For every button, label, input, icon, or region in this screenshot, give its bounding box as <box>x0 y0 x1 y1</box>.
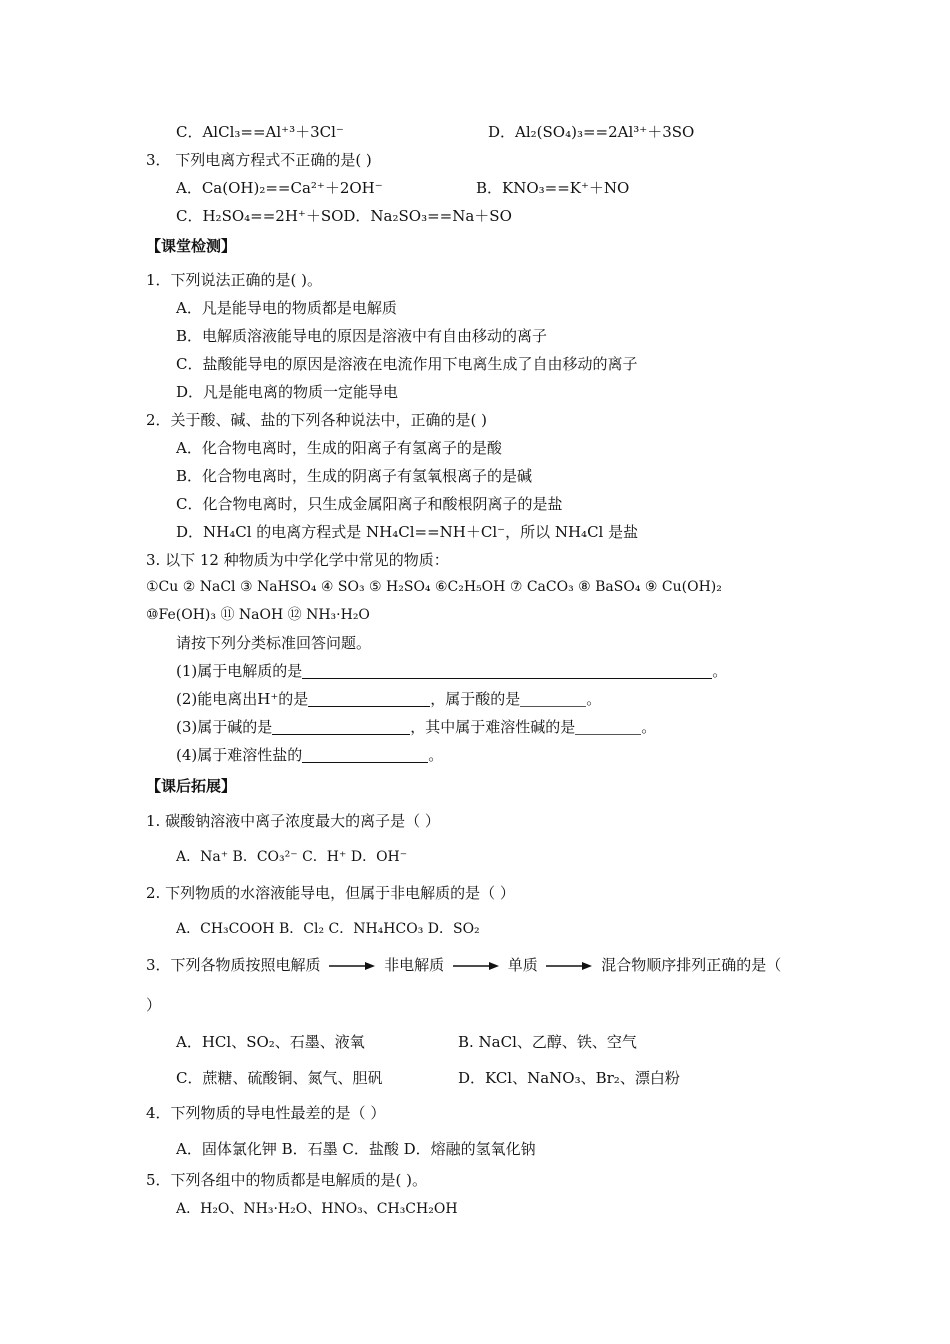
section-title-classroom: 【课堂检测】 <box>146 237 237 255</box>
s1-q3-part2-end: 。 <box>586 690 602 708</box>
s2-q3-option-c: C．蔗糖、硫酸铜、氮气、胆矾 <box>176 1069 383 1087</box>
s1-q2-option-b: B．化合物电离时，生成的阴离子有氢氧根离子的是碱 <box>176 467 533 485</box>
s1-q3-part4-label: (4)属于难溶性盐的 <box>176 746 303 764</box>
answer-blank-insoluble-bases[interactable] <box>575 719 641 735</box>
s2-q3-stem-b: 非电解质 <box>384 956 445 974</box>
arrow-icon <box>329 961 375 971</box>
s1-q1-stem: 1．下列说法正确的是( )。 <box>146 271 323 289</box>
s2-q1-options: A．Na⁺ B．CO₃²⁻ C．H⁺ D．OH⁻ <box>176 849 408 865</box>
s2-q4-stem: 4．下列物质的导电性最差的是（ ） <box>146 1104 386 1122</box>
s2-q5-stem: 5．下列各组中的物质都是电解质的是( )。 <box>146 1171 428 1189</box>
s1-q3-part3-label-b: ，其中属于难溶性碱的是 <box>410 718 576 736</box>
s1-q1-option-a: A．凡是能导电的物质都是电解质 <box>176 299 397 317</box>
s1-q1-option-d: D．凡是能电离的物质一定能导电 <box>176 383 399 401</box>
s1-q2-option-c: C．化合物电离时，只生成金属阳离子和酸根阴离子的是盐 <box>176 495 563 513</box>
s2-q2-options: A．CH₃COOH B．Cl₂ C．NH₄HCO₃ D．SO₂ <box>176 921 480 937</box>
answer-blank-bases[interactable] <box>272 719 410 735</box>
s2-q2-stem: 2. 下列物质的水溶液能导电，但属于非电解质的是（ ） <box>146 884 515 902</box>
s1-q3-part2-label-a: (2)能电离出H⁺的是 <box>176 690 309 708</box>
s1-q2-option-d: D．NH₄Cl 的电离方程式是 NH₄Cl==NH＋Cl⁻，所以 NH₄Cl 是盐 <box>176 523 639 541</box>
section-title-after-class: 【课后拓展】 <box>146 777 237 795</box>
s1-q3-instruction: 请按下列分类标准回答问题。 <box>176 634 372 652</box>
prev-q2-option-d: D．Al₂(SO₄)₃==2Al³⁺＋3SO <box>488 123 695 141</box>
s1-q3-part3-label-a: (3)属于碱的是 <box>176 718 273 736</box>
s2-q3-stem-end: ） <box>146 996 162 1014</box>
prev-q3-option-b: B．KNO₃==K⁺＋NO <box>476 179 630 197</box>
prev-q2-option-c: C．AlCl₃==Al⁺³＋3Cl⁻ <box>176 123 344 141</box>
arrow-icon <box>453 961 499 971</box>
s1-q3-substance-list-1: ①Cu ② NaCl ③ NaHSO₄ ④ SO₃ ⑤ H₂SO₄ ⑥C₂H₅OH ⑦ CaCO₃ ⑧ BaSO₄ ⑨ Cu(OH)₂ <box>146 579 722 595</box>
s1-q3-part3-end: 。 <box>641 718 657 736</box>
s2-q3-option-b: B. NaCl、乙醇、铁、空气 <box>458 1033 637 1051</box>
s1-q3-part1-end: 。 <box>712 662 728 680</box>
s2-q3-stem-a: 3．下列各物质按照电解质 <box>146 956 321 974</box>
s1-q3-part4-end: 。 <box>428 746 444 764</box>
s2-q3-option-a: A．HCl、SO₂、石墨、液氧 <box>176 1033 365 1051</box>
s2-q3-stem <box>146 955 781 975</box>
s1-q3-part4 <box>176 745 443 765</box>
s1-q3-part2 <box>176 689 601 709</box>
answer-blank-h-ion[interactable] <box>308 691 430 707</box>
prev-q3-stem: 3． 下列电离方程式不正确的是( ) <box>146 151 372 169</box>
s1-q3-stem: 3. 以下 12 种物质为中学化学中常见的物质： <box>146 551 449 569</box>
s1-q3-part3 <box>176 717 656 737</box>
s2-q3-stem-c: 单质 <box>507 956 538 974</box>
s2-q4-options: A．固体氯化钾 B．石墨 C．盐酸 D．熔融的氢氧化钠 <box>176 1140 536 1158</box>
s1-q2-option-a: A．化合物电离时，生成的阳离子有氢离子的是酸 <box>176 439 502 457</box>
arrow-icon <box>546 961 592 971</box>
answer-blank-insoluble-salts[interactable] <box>302 747 428 763</box>
s1-q1-option-c: C．盐酸能导电的原因是溶液在电流作用下电离生成了自由移动的离子 <box>176 355 638 373</box>
s2-q3-option-d: D．KCl、NaNO₃、Br₂、漂白粉 <box>458 1069 680 1087</box>
s2-q3-stem-d: 混合物顺序排列正确的是（ <box>601 956 782 974</box>
answer-blank-electrolytes[interactable] <box>302 663 712 679</box>
s1-q3-part1 <box>176 661 727 681</box>
s2-q1-stem: 1. 碳酸钠溶液中离子浓度最大的离子是（ ） <box>146 812 440 830</box>
s1-q3-part2-label-b: ，属于酸的是 <box>430 690 521 708</box>
s1-q3-part1-label: (1)属于电解质的是 <box>176 662 303 680</box>
prev-q3-option-cd: C．H₂SO₄==2H⁺＋SOD．Na₂SO₃==Na＋SO <box>176 207 512 225</box>
prev-q3-option-a: A．Ca(OH)₂==Ca²⁺＋2OH⁻ <box>176 179 383 197</box>
s1-q1-option-b: B．电解质溶液能导电的原因是溶液中有自由移动的离子 <box>176 327 548 345</box>
s2-q5-option-a: A．H₂O、NH₃·H₂O、HNO₃、CH₃CH₂OH <box>176 1201 458 1217</box>
s1-q3-substance-list-2: ⑩Fe(OH)₃ ⑪ NaOH ⑫ NH₃·H₂O <box>146 607 370 623</box>
s1-q2-stem: 2．关于酸、碱、盐的下列各种说法中，正确的是( ) <box>146 411 488 429</box>
answer-blank-acids[interactable] <box>520 691 586 707</box>
